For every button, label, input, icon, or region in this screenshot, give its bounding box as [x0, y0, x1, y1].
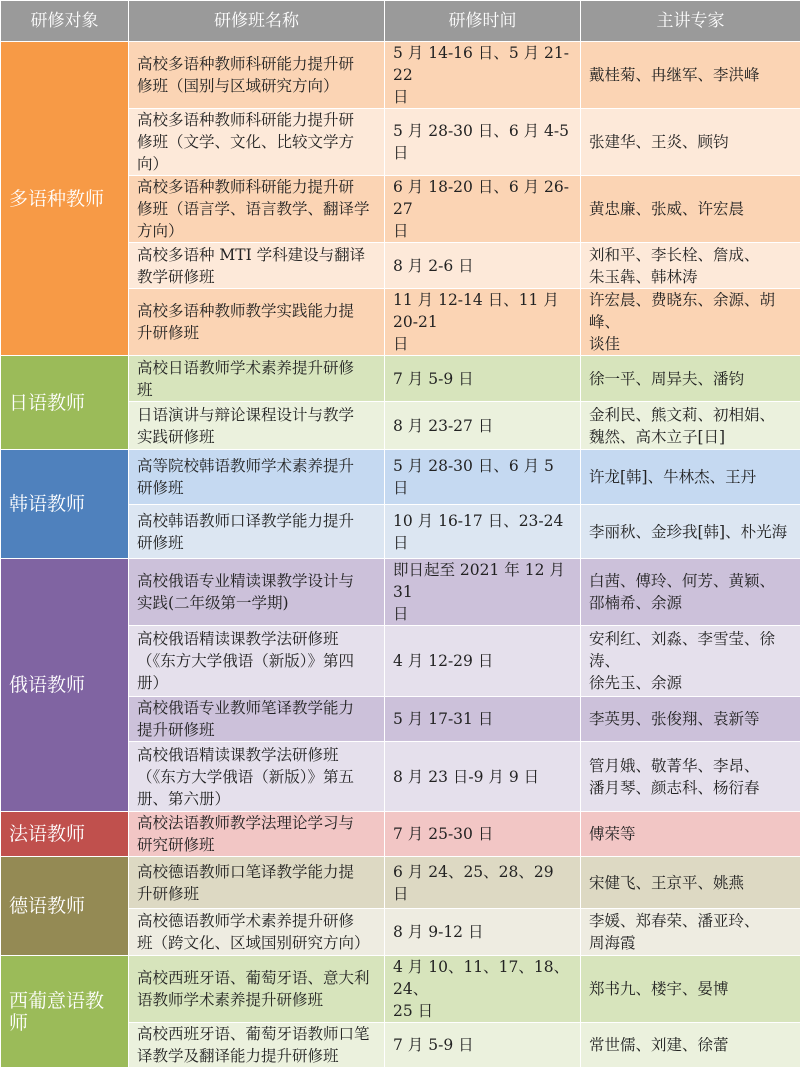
course-name-cell: 高校德语教师口笔译教学能力提 升研修班 — [129, 857, 385, 909]
experts-cell: 许宏晨、费晓东、余源、胡峰、 谈佳 — [581, 289, 800, 356]
table-row — [1, 559, 800, 626]
table-row — [1, 356, 800, 402]
course-name-cell: 日语演讲与辩论课程设计与教学 实践研修班 — [129, 402, 385, 450]
course-name-cell: 高校多语种教师科研能力提升研 修班（语言学、语言教学、翻译学 方向） — [129, 176, 385, 243]
table-row — [1, 42, 800, 109]
time-cell: 10 月 16-17 日、23-24 日 — [385, 505, 581, 559]
course-name-cell: 高校俄语专业精读课教学设计与 实践(二年级第一学期) — [129, 559, 385, 626]
target-group-cell: 法语教师 — [1, 812, 129, 857]
experts-cell: 安利红、刘淼、李雪莹、徐涛、 徐先玉、余源 — [581, 626, 800, 697]
course-name-cell: 高校法语教师教学法理论学习与 研究研修班 — [129, 812, 385, 857]
experts-cell: 黄忠廉、张威、许宏晨 — [581, 176, 800, 243]
table-row — [1, 450, 800, 505]
time-cell: 8 月 23 日-9 月 9 日 — [385, 742, 581, 812]
header-time: 研修时间 — [385, 1, 581, 42]
time-cell: 8 月 9-12 日 — [385, 909, 581, 956]
target-group-cell: 西葡意语教师 — [1, 956, 129, 1068]
target-group-cell: 日语教师 — [1, 356, 129, 450]
course-name-cell: 高校俄语精读课教学法研修班 （《东方大学俄语（新版）》第四 册） — [129, 626, 385, 697]
course-name-cell: 高校多语种教师教学实践能力提 升研修班 — [129, 289, 385, 356]
course-name-cell: 高校多语种 MTI 学科建设与翻译 教学研修班 — [129, 243, 385, 289]
header-target: 研修对象 — [1, 1, 129, 42]
course-name-cell: 高校西班牙语、葡萄牙语教师口笔 译教学及翻译能力提升研修班 — [129, 1023, 385, 1068]
time-cell: 6 月 24、25、28、29 日 — [385, 857, 581, 909]
course-name-cell: 高校俄语精读课教学法研修班 （《东方大学俄语（新版）》第五 册、第六册） — [129, 742, 385, 812]
course-name-cell: 高校多语种教师科研能力提升研 修班（文学、文化、比较文学方向） — [129, 109, 385, 176]
experts-cell: 白茜、傅玲、何芳、黄颖、 邵楠希、余源 — [581, 559, 800, 626]
time-cell: 5 月 28-30 日、6 月 5 日 — [385, 450, 581, 505]
time-cell: 7 月 5-9 日 — [385, 1023, 581, 1068]
experts-cell: 常世儒、刘建、徐蕾 — [581, 1023, 800, 1068]
experts-cell: 张建华、王炎、顾钧 — [581, 109, 800, 176]
table-body — [1, 42, 800, 1068]
target-group-cell: 多语种教师 — [1, 42, 129, 356]
time-cell: 5 月 28-30 日、6 月 4-5 日 — [385, 109, 581, 176]
time-cell: 即日起至 2021 年 12 月 31 日 — [385, 559, 581, 626]
table-row — [1, 857, 800, 909]
experts-cell: 许龙[韩]、牛林杰、王丹 — [581, 450, 800, 505]
experts-cell: 郑书九、楼宇、晏博 — [581, 956, 800, 1023]
course-name-cell: 高校俄语专业教师笔译教学能力 提升研修班 — [129, 697, 385, 742]
header-row — [1, 1, 800, 42]
table-row — [1, 812, 800, 857]
time-cell: 7 月 25-30 日 — [385, 812, 581, 857]
header-experts: 主讲专家 — [581, 1, 800, 42]
time-cell: 4 月 12-29 日 — [385, 626, 581, 697]
table-row — [1, 956, 800, 1023]
experts-cell: 李丽秋、金珍我[韩]、朴光海 — [581, 505, 800, 559]
time-cell: 8 月 2-6 日 — [385, 243, 581, 289]
experts-cell: 金利民、熊文莉、初相娟、 魏然、高木立子[日] — [581, 402, 800, 450]
course-name-cell: 高校日语教师学术素养提升研修 班 — [129, 356, 385, 402]
experts-cell: 戴桂菊、冉继军、李洪峰 — [581, 42, 800, 109]
time-cell: 5 月 14-16 日、5 月 21-22 日 — [385, 42, 581, 109]
experts-cell: 管月娥、敬菁华、李昂、 潘月琴、颜志科、杨衍春 — [581, 742, 800, 812]
course-name-cell: 高校德语教师学术素养提升研修 班（跨文化、区域国别研究方向） — [129, 909, 385, 956]
experts-cell: 李媛、郑春荣、潘亚玲、 周海霞 — [581, 909, 800, 956]
experts-cell: 宋健飞、王京平、姚燕 — [581, 857, 800, 909]
header-course-name: 研修班名称 — [129, 1, 385, 42]
target-group-cell: 德语教师 — [1, 857, 129, 956]
target-group-cell: 俄语教师 — [1, 559, 129, 812]
time-cell: 6 月 18-20 日、6 月 26-27 日 — [385, 176, 581, 243]
experts-cell: 傅荣等 — [581, 812, 800, 857]
course-name-cell: 高校西班牙语、葡萄牙语、意大利 语教师学术素养提升研修班 — [129, 956, 385, 1023]
time-cell: 4 月 10、11、17、18、24、 25 日 — [385, 956, 581, 1023]
time-cell: 5 月 17-31 日 — [385, 697, 581, 742]
target-group-cell: 韩语教师 — [1, 450, 129, 559]
course-name-cell: 高等院校韩语教师学术素养提升 研修班 — [129, 450, 385, 505]
experts-cell: 李英男、张俊翔、袁新等 — [581, 697, 800, 742]
time-cell: 8 月 23-27 日 — [385, 402, 581, 450]
experts-cell: 徐一平、周异夫、潘钧 — [581, 356, 800, 402]
time-cell: 7 月 5-9 日 — [385, 356, 581, 402]
course-name-cell: 高校韩语教师口译教学能力提升 研修班 — [129, 505, 385, 559]
experts-cell: 刘和平、李长栓、詹成、 朱玉犇、韩林涛 — [581, 243, 800, 289]
time-cell: 11 月 12-14 日、11 月 20-21 日 — [385, 289, 581, 356]
course-name-cell: 高校多语种教师科研能力提升研 修班（国别与区域研究方向） — [129, 42, 385, 109]
